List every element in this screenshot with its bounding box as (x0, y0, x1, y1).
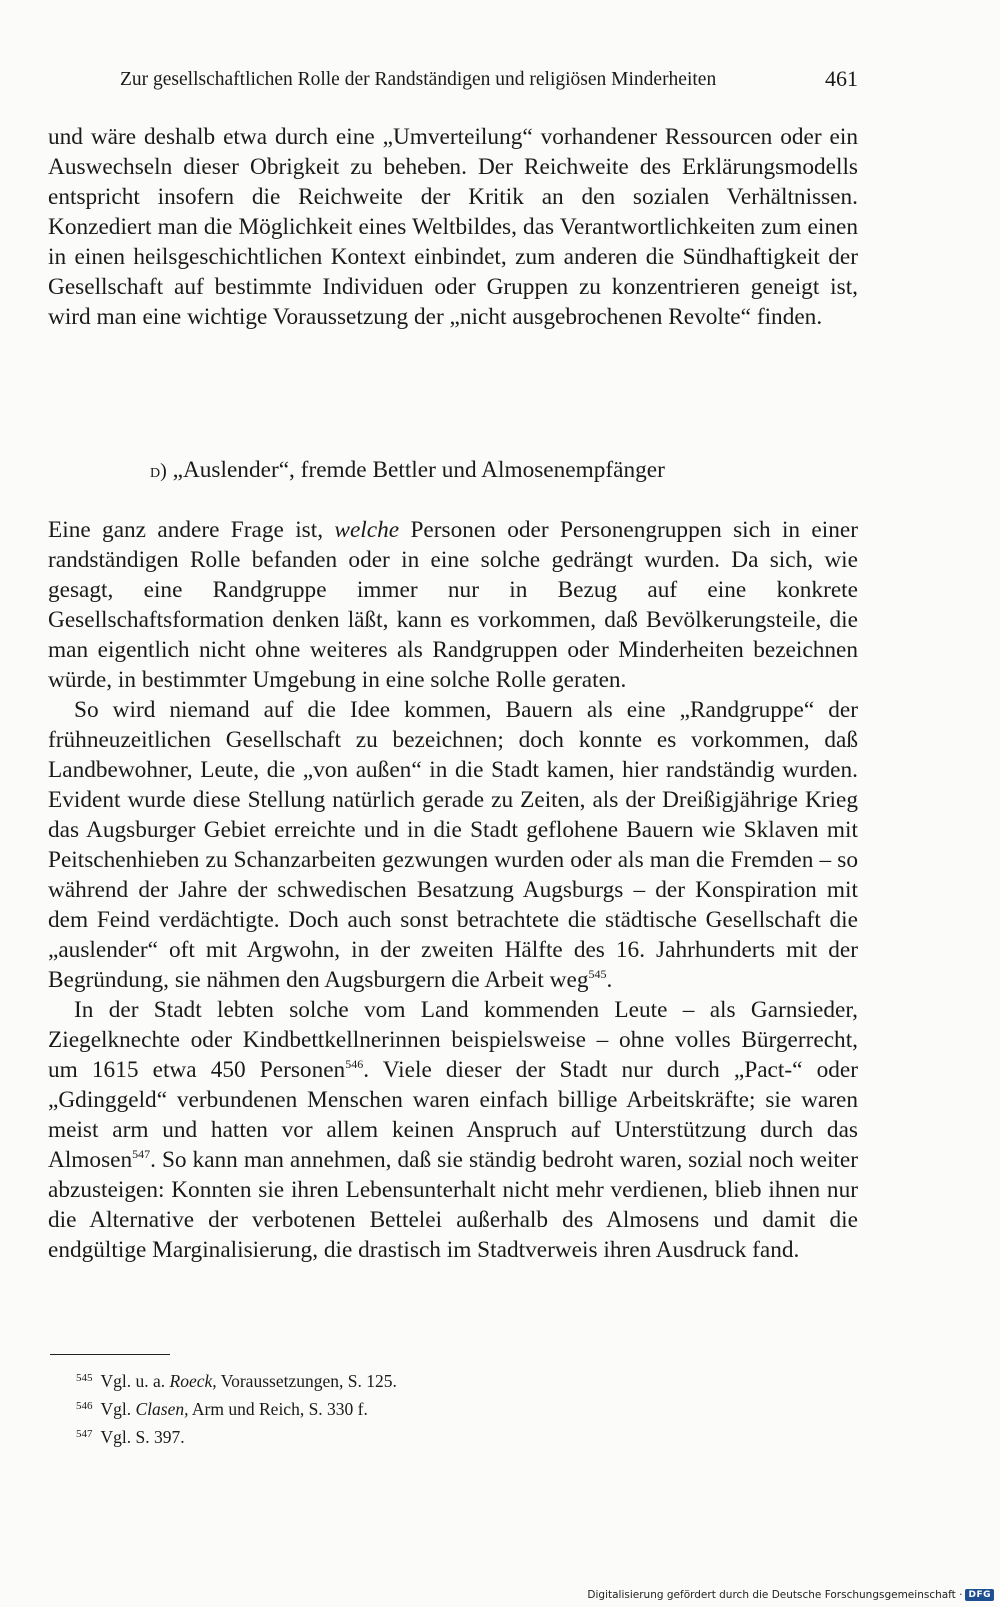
intro-paragraph: und wäre deshalb etwa durch eine „Umverteilung“ vorhandener Ressourcen oder ein Auswechseln dieser Obrigkeit zu beheben. Der Reichweite des Erklärungsmodells entspricht insofern die Reichweite der Kritik an den sozialen Verhältnissen. Konzediert man die Möglichkeit eines Weltbildes, das Verantwortlichkeiten zum einen in einen heilsgeschichtlichen Kontext einbindet, zum anderen die Sündhaftigkeit der Gesellschaft auf bestimmte Individuen oder Gruppen zu konzentrieren geneigt ist, wird man eine wichtige Voraussetzung der „nicht ausgebrochenen Revolte“ finden. (48, 124, 858, 330)
section-marker: d) (150, 460, 167, 482)
footnote-ref-547[interactable]: 547 (132, 1147, 151, 1161)
digitization-credit (587, 1589, 994, 1601)
footnote-546 (76, 1394, 776, 1422)
credit-text: Digitalisierung gefördert durch die Deutsche Forschungsgemeinschaft · (587, 1589, 963, 1601)
footnotes (76, 1366, 776, 1450)
footnote-545 (76, 1366, 776, 1394)
paragraph-2 (48, 695, 858, 995)
footnote-547 (76, 1422, 776, 1450)
paragraph-1 (48, 515, 858, 695)
footnote-rest: Arm und Reich, S. 330 f. (191, 1399, 368, 1419)
footnote-number: 546 (76, 1400, 93, 1412)
footnote-number: 545 (76, 1372, 93, 1384)
running-title: Zur gesellschaftlichen Rolle der Randständigen und religiösen Minderheiten (120, 69, 717, 90)
footnote-author: Roeck, (169, 1371, 217, 1391)
footnote-separator (50, 1354, 170, 1355)
footnote-prefix: Vgl. S. 397. (100, 1427, 185, 1447)
paragraph-3-text-1: In der Stadt lebten solche vom Land kommenden Leute – als Garnsieder, Ziegelknechte oder Kindbettkellnerinnen beispielsweise – ohne volles Bürgerrecht, um 1615 etwa 450 Personen (48, 997, 858, 1083)
footnote-ref-546[interactable]: 546 (345, 1057, 364, 1071)
page-number: 461 (825, 66, 858, 91)
paragraph-3 (48, 995, 858, 1265)
paragraph-2-text: So wird niemand auf die Idee kommen, Bauern als eine „Randgruppe“ der frühneuzeitlichen Gesellschaft zu bezeichnen; doch konnte es vorkommen, daß Landbewohner, Leute, die „von außen“ in die Stadt kamen, hier randständig wurden. Evident wurde diese Stellung natürlich gerade zu Zeiten, als der Dreißigjährige Krieg das Augsburger Gebiet erreichte und in die Stadt geflohene Bauern wie Sklaven mit Peitschenhieben zu Schanzarbeiten gezwungen wurden oder als man die Fremden – so während der Jahre der schwedischen Besatzung Augsburgs – der Konspiration mit dem Feind verdächtigte. Doch auch sonst betrachtete die städtische Gesellschaft die „auslender“ oft mit Argwohn, in der zweiten Hälfte des 16. Jahrhunderts mit der Begründung, sie nähmen den Augsburgern die Arbeit weg (48, 697, 858, 993)
paragraph-3-text-3: . So kann man annehmen, daß sie ständig bedroht waren, sozial noch weiter abzusteigen: Konnten sie ihren Lebensunterhalt nicht mehr verdienen, blieb ihnen nur die Alternative der verbotenen Bettelei außerhalb des Almosens und damit die endgültige Marginalisierung, die drastisch im Stadtverweis ihren Ausdruck fand. (48, 1147, 858, 1263)
paragraph-2-end: . (606, 967, 613, 993)
footnote-rest: Voraussetzungen, S. 125. (220, 1371, 397, 1391)
intro-text-block (48, 122, 858, 332)
section-heading (150, 455, 850, 486)
paragraph-1-rest: Personen oder Personengruppen sich in einer randständigen Rolle befanden oder in eine solche gedrängt wurden. Da sich, wie gesagt, eine Randgruppe immer nur in Bezug auf eine konkrete Gesellschaftsformation denken läßt, kann es vorkommen, daß Bevölkerungsteile, die man eigentlich nicht ohne weiteres als Randgruppen oder Minderheiten bezeichnen würde, in bestimmter Umgebung in eine solche Rolle geraten. (48, 517, 858, 693)
footnote-prefix: Vgl. u. a. (100, 1371, 166, 1391)
footnote-number: 547 (76, 1428, 93, 1440)
footnote-ref-545[interactable]: 545 (588, 967, 607, 981)
section-title: „Auslender“, fremde Bettler und Almosenempfänger (172, 457, 665, 483)
paragraph-1-emphasis: welche (334, 517, 400, 543)
dfg-logo: DFG (965, 1589, 994, 1601)
paragraph-1-start: Eine ganz andere Frage ist, (48, 517, 324, 543)
paragraph-3-text-2: . Viele dieser der Stadt nur durch „Pact-“ oder „Gdinggeld“ verbundenen Menschen waren einfach billige Arbeitskräfte; sie waren meist arm und hatten vor allem keinen Anspruch auf Unterstützung durch das Almosen (48, 1057, 858, 1173)
footnote-prefix: Vgl. (100, 1399, 132, 1419)
footnote-author: Clasen, (135, 1399, 189, 1419)
section-text-block (48, 515, 858, 1265)
